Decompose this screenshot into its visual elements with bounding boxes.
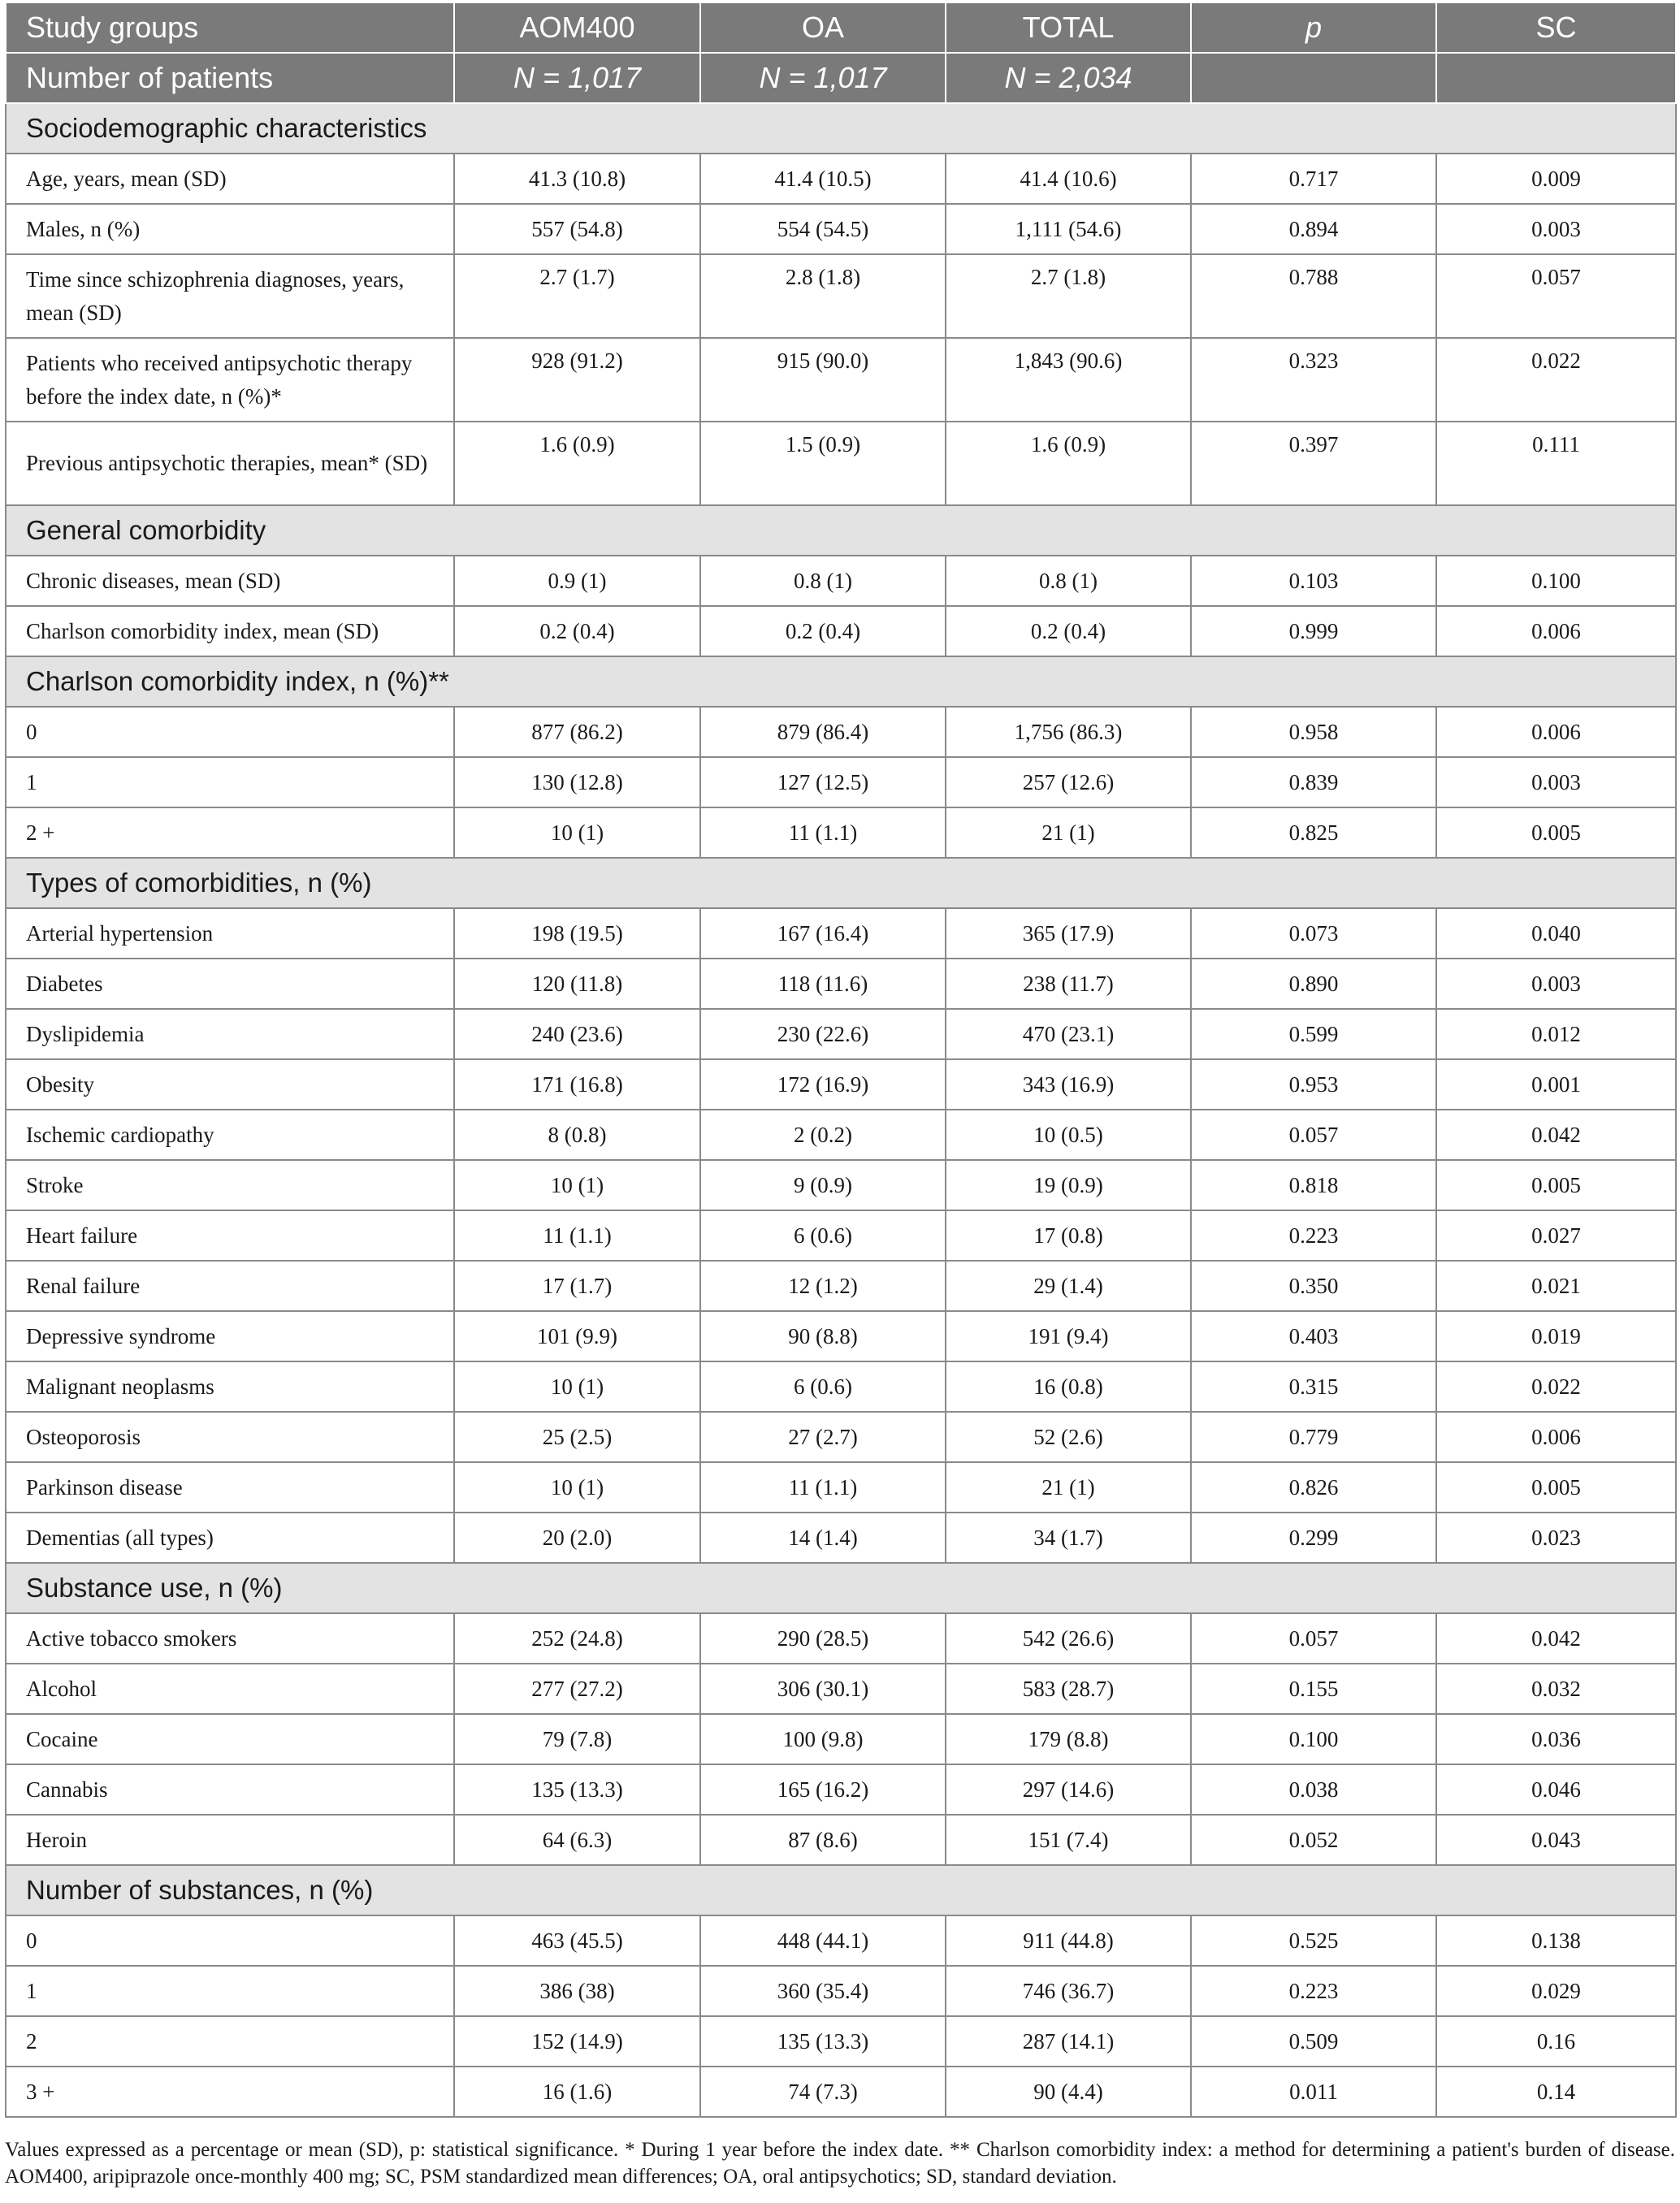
cell-aom400: 10 (1) [454,1462,700,1513]
cell-sc: 0.023 [1436,1513,1676,1563]
cell-oa: 306 (30.1) [700,1664,946,1714]
table-row [6,1210,1676,1261]
cell-sc: 0.16 [1436,2016,1676,2067]
header-total: TOTAL [946,2,1191,53]
cell-aom400: 10 (1) [454,1361,700,1412]
table-row [6,1412,1676,1462]
cell-oa: 27 (2.7) [700,1412,946,1462]
cell-p: 0.818 [1191,1160,1436,1210]
header-study-groups: Study groups [6,2,454,53]
cell-p: 0.779 [1191,1412,1436,1462]
header-row-patients [6,53,1676,103]
cell-p: 0.826 [1191,1462,1436,1513]
cell-total: 257 (12.6) [946,757,1191,807]
cell-p: 0.509 [1191,2016,1436,2067]
cell-total: 90 (4.4) [946,2067,1191,2117]
section-header-row [6,1865,1676,1915]
table-row [6,1664,1676,1714]
cell-sc: 0.111 [1436,422,1676,505]
cell-aom400: 8 (0.8) [454,1110,700,1160]
cell-oa: 167 (16.4) [700,908,946,959]
cell-aom400: 557 (54.8) [454,204,700,254]
cell-sc: 0.14 [1436,2067,1676,2117]
table-row [6,807,1676,858]
cell-total: 52 (2.6) [946,1412,1191,1462]
cell-sc: 0.046 [1436,1764,1676,1815]
cell-p: 0.057 [1191,1110,1436,1160]
cell-total: 365 (17.9) [946,908,1191,959]
table-row [6,1513,1676,1563]
row-label: 0 [6,1915,454,1966]
row-label: Heroin [6,1815,454,1865]
cell-p: 0.011 [1191,2067,1436,2117]
row-label: 1 [6,1966,454,2016]
table-row [6,1915,1676,1966]
row-label: Males, n (%) [6,204,454,254]
cell-sc: 0.036 [1436,1714,1676,1764]
cell-oa: 100 (9.8) [700,1714,946,1764]
header-n-oa: N = 1,017 [700,53,946,103]
table-row [6,908,1676,959]
table-row [6,959,1676,1009]
cell-oa: 915 (90.0) [700,338,946,422]
table-container [5,2,1675,2118]
cell-sc: 0.005 [1436,1462,1676,1513]
cell-p: 0.397 [1191,422,1436,505]
baseline-characteristics-table [5,2,1677,2118]
row-label: 2 [6,2016,454,2067]
table-row [6,1160,1676,1210]
row-label: Chronic diseases, mean (SD) [6,556,454,606]
cell-oa: 74 (7.3) [700,2067,946,2117]
row-label: Obesity [6,1059,454,1110]
row-label: Malignant neoplasms [6,1361,454,1412]
cell-total: 1.6 (0.9) [946,422,1191,505]
table-row [6,1261,1676,1311]
cell-sc: 0.029 [1436,1966,1676,2016]
section-header-row [6,858,1676,908]
row-label: Ischemic cardiopathy [6,1110,454,1160]
cell-aom400: 252 (24.8) [454,1613,700,1664]
cell-total: 10 (0.5) [946,1110,1191,1160]
table-row [6,154,1676,204]
row-label: Stroke [6,1160,454,1210]
cell-sc: 0.138 [1436,1915,1676,1966]
cell-aom400: 130 (12.8) [454,757,700,807]
cell-p: 0.299 [1191,1513,1436,1563]
table-row [6,1764,1676,1815]
cell-oa: 554 (54.5) [700,204,946,254]
table-row [6,1613,1676,1664]
cell-oa: 230 (22.6) [700,1009,946,1059]
cell-oa: 1.5 (0.9) [700,422,946,505]
row-label: Heart failure [6,1210,454,1261]
cell-aom400: 2.7 (1.7) [454,254,700,338]
table-row [6,1462,1676,1513]
cell-sc: 0.042 [1436,1613,1676,1664]
table-row [6,1009,1676,1059]
cell-total: 1,111 (54.6) [946,204,1191,254]
cell-total: 21 (1) [946,807,1191,858]
row-label: Dementias (all types) [6,1513,454,1563]
cell-oa: 6 (0.6) [700,1361,946,1412]
header-oa: OA [700,2,946,53]
cell-aom400: 171 (16.8) [454,1059,700,1110]
header-row-groups [6,2,1676,53]
cell-oa: 360 (35.4) [700,1966,946,2016]
cell-aom400: 25 (2.5) [454,1412,700,1462]
table-header [6,2,1676,103]
cell-aom400: 10 (1) [454,807,700,858]
header-n-aom400: N = 1,017 [454,53,700,103]
cell-total: 583 (28.7) [946,1664,1191,1714]
table-row [6,338,1676,422]
cell-sc: 0.022 [1436,338,1676,422]
cell-aom400: 135 (13.3) [454,1764,700,1815]
row-label: Dyslipidemia [6,1009,454,1059]
cell-total: 21 (1) [946,1462,1191,1513]
cell-total: 179 (8.8) [946,1714,1191,1764]
section-header-row [6,1563,1676,1613]
row-label: Depressive syndrome [6,1311,454,1361]
section-header-row [6,103,1676,154]
table-row [6,757,1676,807]
table-row [6,254,1676,338]
cell-sc: 0.006 [1436,606,1676,656]
row-label: Cannabis [6,1764,454,1815]
cell-oa: 118 (11.6) [700,959,946,1009]
cell-sc: 0.027 [1436,1210,1676,1261]
cell-p: 0.839 [1191,757,1436,807]
cell-sc: 0.006 [1436,707,1676,757]
cell-total: 29 (1.4) [946,1261,1191,1311]
cell-aom400: 17 (1.7) [454,1261,700,1311]
cell-sc: 0.005 [1436,807,1676,858]
row-label: 3 + [6,2067,454,2117]
cell-total: 746 (36.7) [946,1966,1191,2016]
cell-p: 0.350 [1191,1261,1436,1311]
row-label: Active tobacco smokers [6,1613,454,1664]
section-title: Sociodemographic characteristics [6,103,1676,154]
cell-total: 911 (44.8) [946,1915,1191,1966]
cell-sc: 0.040 [1436,908,1676,959]
header-number-of-patients: Number of patients [6,53,454,103]
table-row [6,707,1676,757]
header-p: p [1191,2,1436,53]
cell-sc: 0.100 [1436,556,1676,606]
cell-sc: 0.001 [1436,1059,1676,1110]
table-body [6,103,1676,2117]
row-label: Time since schizophrenia diagnoses, years, mean (SD) [6,254,454,338]
table-row [6,1361,1676,1412]
cell-p: 0.717 [1191,154,1436,204]
table-row [6,606,1676,656]
cell-aom400: 1.6 (0.9) [454,422,700,505]
cell-sc: 0.009 [1436,154,1676,204]
cell-total: 470 (23.1) [946,1009,1191,1059]
cell-oa: 448 (44.1) [700,1915,946,1966]
cell-sc: 0.003 [1436,757,1676,807]
cell-sc: 0.005 [1436,1160,1676,1210]
header-n-total: N = 2,034 [946,53,1191,103]
cell-aom400: 0.2 (0.4) [454,606,700,656]
table-row [6,204,1676,254]
cell-sc: 0.012 [1436,1009,1676,1059]
table-row [6,1966,1676,2016]
section-header-row [6,505,1676,556]
row-label: Charlson comorbidity index, mean (SD) [6,606,454,656]
cell-aom400: 463 (45.5) [454,1915,700,1966]
cell-aom400: 101 (9.9) [454,1311,700,1361]
cell-p: 0.890 [1191,959,1436,1009]
row-label: Previous antipsychotic therapies, mean* (SD) [6,422,454,505]
cell-oa: 172 (16.9) [700,1059,946,1110]
cell-total: 238 (11.7) [946,959,1191,1009]
cell-p: 0.525 [1191,1915,1436,1966]
cell-oa: 11 (1.1) [700,807,946,858]
cell-total: 16 (0.8) [946,1361,1191,1412]
cell-aom400: 0.9 (1) [454,556,700,606]
cell-oa: 135 (13.3) [700,2016,946,2067]
cell-sc: 0.003 [1436,959,1676,1009]
cell-total: 151 (7.4) [946,1815,1191,1865]
header-n-p [1191,53,1436,103]
cell-total: 41.4 (10.6) [946,154,1191,204]
cell-oa: 9 (0.9) [700,1160,946,1210]
cell-oa: 0.8 (1) [700,556,946,606]
cell-p: 0.323 [1191,338,1436,422]
section-title: Number of substances, n (%) [6,1865,1676,1915]
cell-total: 542 (26.6) [946,1613,1191,1664]
header-aom400: AOM400 [454,2,700,53]
cell-sc: 0.042 [1436,1110,1676,1160]
row-label: Diabetes [6,959,454,1009]
row-label: Renal failure [6,1261,454,1311]
cell-sc: 0.006 [1436,1412,1676,1462]
cell-total: 1,756 (86.3) [946,707,1191,757]
cell-p: 0.100 [1191,1714,1436,1764]
cell-aom400: 198 (19.5) [454,908,700,959]
section-title: General comorbidity [6,505,1676,556]
cell-sc: 0.057 [1436,254,1676,338]
cell-p: 0.315 [1191,1361,1436,1412]
table-row [6,1110,1676,1160]
table-row [6,2016,1676,2067]
row-label: Arterial hypertension [6,908,454,959]
cell-p: 0.894 [1191,204,1436,254]
cell-aom400: 64 (6.3) [454,1815,700,1865]
row-label: Parkinson disease [6,1462,454,1513]
cell-oa: 127 (12.5) [700,757,946,807]
row-label: 2 + [6,807,454,858]
cell-aom400: 120 (11.8) [454,959,700,1009]
table-row [6,1059,1676,1110]
cell-oa: 90 (8.8) [700,1311,946,1361]
cell-total: 343 (16.9) [946,1059,1191,1110]
cell-oa: 0.2 (0.4) [700,606,946,656]
section-title: Substance use, n (%) [6,1563,1676,1613]
header-sc: SC [1436,2,1676,53]
cell-sc: 0.021 [1436,1261,1676,1311]
cell-oa: 290 (28.5) [700,1613,946,1664]
cell-oa: 41.4 (10.5) [700,154,946,204]
cell-p: 0.038 [1191,1764,1436,1815]
cell-total: 287 (14.1) [946,2016,1191,2067]
cell-p: 0.825 [1191,807,1436,858]
cell-oa: 2 (0.2) [700,1110,946,1160]
cell-aom400: 20 (2.0) [454,1513,700,1563]
table-footnote: Values expressed as a percentage or mean (SD), p: statistical significance. * During 1 year before the index date. ** Charlson comorbidity index: a method for determining a patient's burden of disease. AOM400, aripiprazole once-monthly 400 mg; SC, PSM standardized mean differences; OA, oral antipsychotics; SD, standard deviation. [5,2139,1675,2188]
cell-oa: 12 (1.2) [700,1261,946,1311]
section-title: Charlson comorbidity index, n (%)** [6,656,1676,707]
cell-total: 297 (14.6) [946,1764,1191,1815]
cell-p: 0.052 [1191,1815,1436,1865]
cell-total: 191 (9.4) [946,1311,1191,1361]
cell-aom400: 928 (91.2) [454,338,700,422]
cell-oa: 14 (1.4) [700,1513,946,1563]
section-header-row [6,656,1676,707]
cell-p: 0.403 [1191,1311,1436,1361]
cell-p: 0.223 [1191,1966,1436,2016]
cell-p: 0.103 [1191,556,1436,606]
cell-p: 0.057 [1191,1613,1436,1664]
cell-oa: 2.8 (1.8) [700,254,946,338]
section-title: Types of comorbidities, n (%) [6,858,1676,908]
cell-p: 0.599 [1191,1009,1436,1059]
cell-aom400: 11 (1.1) [454,1210,700,1261]
cell-sc: 0.022 [1436,1361,1676,1412]
cell-aom400: 10 (1) [454,1160,700,1210]
cell-p: 0.155 [1191,1664,1436,1714]
table-row [6,422,1676,505]
cell-oa: 6 (0.6) [700,1210,946,1261]
cell-oa: 87 (8.6) [700,1815,946,1865]
cell-total: 1,843 (90.6) [946,338,1191,422]
cell-total: 19 (0.9) [946,1160,1191,1210]
cell-total: 2.7 (1.8) [946,254,1191,338]
cell-aom400: 277 (27.2) [454,1664,700,1714]
cell-sc: 0.032 [1436,1664,1676,1714]
cell-p: 0.223 [1191,1210,1436,1261]
cell-p: 0.788 [1191,254,1436,338]
row-label: 1 [6,757,454,807]
cell-sc: 0.019 [1436,1311,1676,1361]
cell-aom400: 152 (14.9) [454,2016,700,2067]
cell-p: 0.953 [1191,1059,1436,1110]
row-label: 0 [6,707,454,757]
row-label: Osteoporosis [6,1412,454,1462]
cell-oa: 11 (1.1) [700,1462,946,1513]
cell-total: 0.8 (1) [946,556,1191,606]
table-row [6,1714,1676,1764]
header-n-sc [1436,53,1676,103]
row-label: Cocaine [6,1714,454,1764]
cell-sc: 0.003 [1436,204,1676,254]
cell-aom400: 41.3 (10.8) [454,154,700,204]
cell-aom400: 877 (86.2) [454,707,700,757]
row-label: Alcohol [6,1664,454,1714]
table-row [6,1311,1676,1361]
cell-p: 0.073 [1191,908,1436,959]
cell-oa: 879 (86.4) [700,707,946,757]
cell-p: 0.958 [1191,707,1436,757]
cell-aom400: 240 (23.6) [454,1009,700,1059]
cell-sc: 0.043 [1436,1815,1676,1865]
cell-aom400: 16 (1.6) [454,2067,700,2117]
cell-total: 17 (0.8) [946,1210,1191,1261]
cell-aom400: 386 (38) [454,1966,700,2016]
cell-total: 0.2 (0.4) [946,606,1191,656]
cell-p: 0.999 [1191,606,1436,656]
cell-oa: 165 (16.2) [700,1764,946,1815]
row-label: Patients who received antipsychotic therapy before the index date, n (%)* [6,338,454,422]
table-row [6,2067,1676,2117]
cell-aom400: 79 (7.8) [454,1714,700,1764]
cell-total: 34 (1.7) [946,1513,1191,1563]
row-label: Age, years, mean (SD) [6,154,454,204]
table-row [6,1815,1676,1865]
table-row [6,556,1676,606]
